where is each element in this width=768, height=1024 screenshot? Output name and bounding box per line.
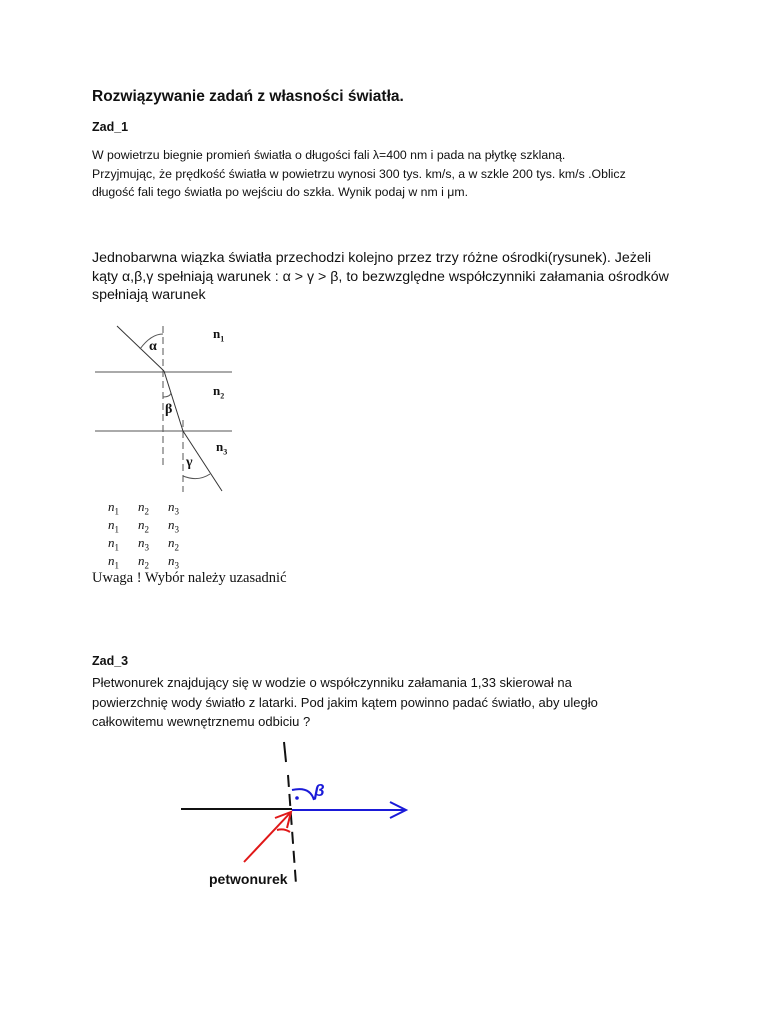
zad2-line: Jednobarwna wiązka światła przechodzi kolejno przez trzy różne ośrodki(rysunek). Jeżeli (92, 250, 652, 266)
option-row: $n_1$ $n_2$ $n_3$ (108, 499, 179, 517)
beta-label: β (165, 402, 173, 417)
zad2-note: Uwaga ! Wybór należy uzasadnić (92, 570, 287, 586)
medium-label-n3: $n_3$ (216, 439, 228, 457)
page-title: Rozwiązywanie zadań z własności światła. (92, 88, 404, 105)
zad1-heading: Zad_1 (92, 120, 129, 134)
incident-ray (244, 812, 291, 862)
normal-line-top (284, 742, 286, 762)
zad3-line: Płetwonurek znajdujący się w wodzie o współczynniku załamania 1,33 skierował na (92, 675, 572, 690)
option-row: $n_1$ $n_2$ $n_3$ (108, 553, 179, 571)
diver-label: petwonurek (209, 871, 288, 887)
zad2-line: spełniają warunek (92, 287, 206, 303)
zad1-line: długość fali tego światła po wejściu do szkła. Wynik podaj w nm i μm. (92, 185, 469, 199)
zad1-line: W powietrzu biegnie promień światła o długości fali λ=400 nm i pada na płytkę szklaną. (92, 148, 566, 162)
zad2-line: kąty α,β,γ spełniają warunek : α > γ > β, to bezwzględne współczynniki załamania ośrodków (92, 268, 669, 285)
incident-angle-arc (277, 829, 290, 832)
zad3-line: powierzchnię wody światło z latarki. Pod jakim kątem powinno padać światło, aby uległo (92, 694, 598, 710)
medium-label-n2: $n_2$ (213, 383, 225, 401)
angle-dot (295, 796, 299, 800)
beta-label: β (314, 781, 325, 800)
alpha-label: α (149, 339, 157, 354)
zad3-line: całkowitemu wewnętrznemu odbiciu ? (92, 714, 311, 729)
zad3-heading: Zad_3 (92, 654, 129, 668)
normal-line (288, 775, 296, 884)
medium-label-n1: $n_1$ (213, 326, 225, 344)
option-row: $n_1$ $n_3$ $n_2$ (108, 535, 179, 553)
gamma-label: γ (186, 455, 193, 470)
zad1-line: Przyjmując, że prędkość światła w powietrzu wynosi 300 tys. km/s, a w szkle 200 tys. km/s .Oblicz (92, 166, 626, 181)
option-row: $n_1$ $n_2$ $n_3$ (108, 517, 179, 535)
